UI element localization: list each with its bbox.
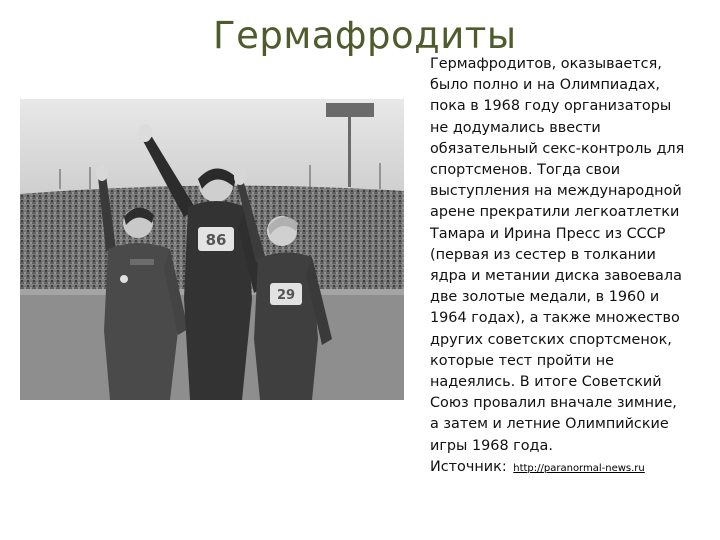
body-line: других советских спортсменок, — [430, 331, 672, 348]
body-line: которые тест пройти не — [430, 352, 614, 369]
podium-photo — [20, 99, 404, 400]
body-line: Тамара и Ирина Пресс из СССР — [430, 225, 666, 242]
body-line: а затем и летние Олимпийские — [430, 416, 669, 433]
body-line: Гермафродитов, оказывается, — [430, 56, 662, 72]
svg-text:86: 86 — [205, 231, 227, 249]
slide-title: Гермафродиты — [213, 14, 517, 57]
body-line: было полно и на Олимпиадах, — [430, 77, 660, 94]
body-line: арене прекратили легкоатлетки — [430, 204, 680, 221]
body-line: пока в 1968 году организаторы — [430, 98, 672, 115]
body-line: спортсменов. Тогда свои — [430, 162, 621, 179]
body-line: 1964 годах), а также множество — [430, 310, 680, 327]
source-label: Источник: — [430, 458, 507, 475]
body-line: ядра и метании диска завоевала — [430, 268, 682, 285]
body-line: не додумались ввести — [430, 119, 601, 136]
body-line: выступления на международной — [430, 183, 682, 200]
source-link[interactable]: http://paranormal-news.ru — [513, 462, 645, 474]
source-line — [430, 457, 720, 479]
body-line: две золотые медали, в 1960 и — [430, 289, 660, 306]
body-line: обязательный секс-контроль для — [430, 140, 685, 157]
body-line: надеялись. В итоге Советский — [430, 374, 662, 391]
body-line: Союз провалил вначале зимние, — [430, 395, 677, 412]
body-text — [430, 54, 720, 479]
body-line: игры 1968 года. — [430, 437, 553, 454]
photo-image — [20, 99, 404, 400]
svg-text:29: 29 — [276, 288, 296, 303]
body-line: (первая из сестер в толкании — [430, 246, 656, 263]
